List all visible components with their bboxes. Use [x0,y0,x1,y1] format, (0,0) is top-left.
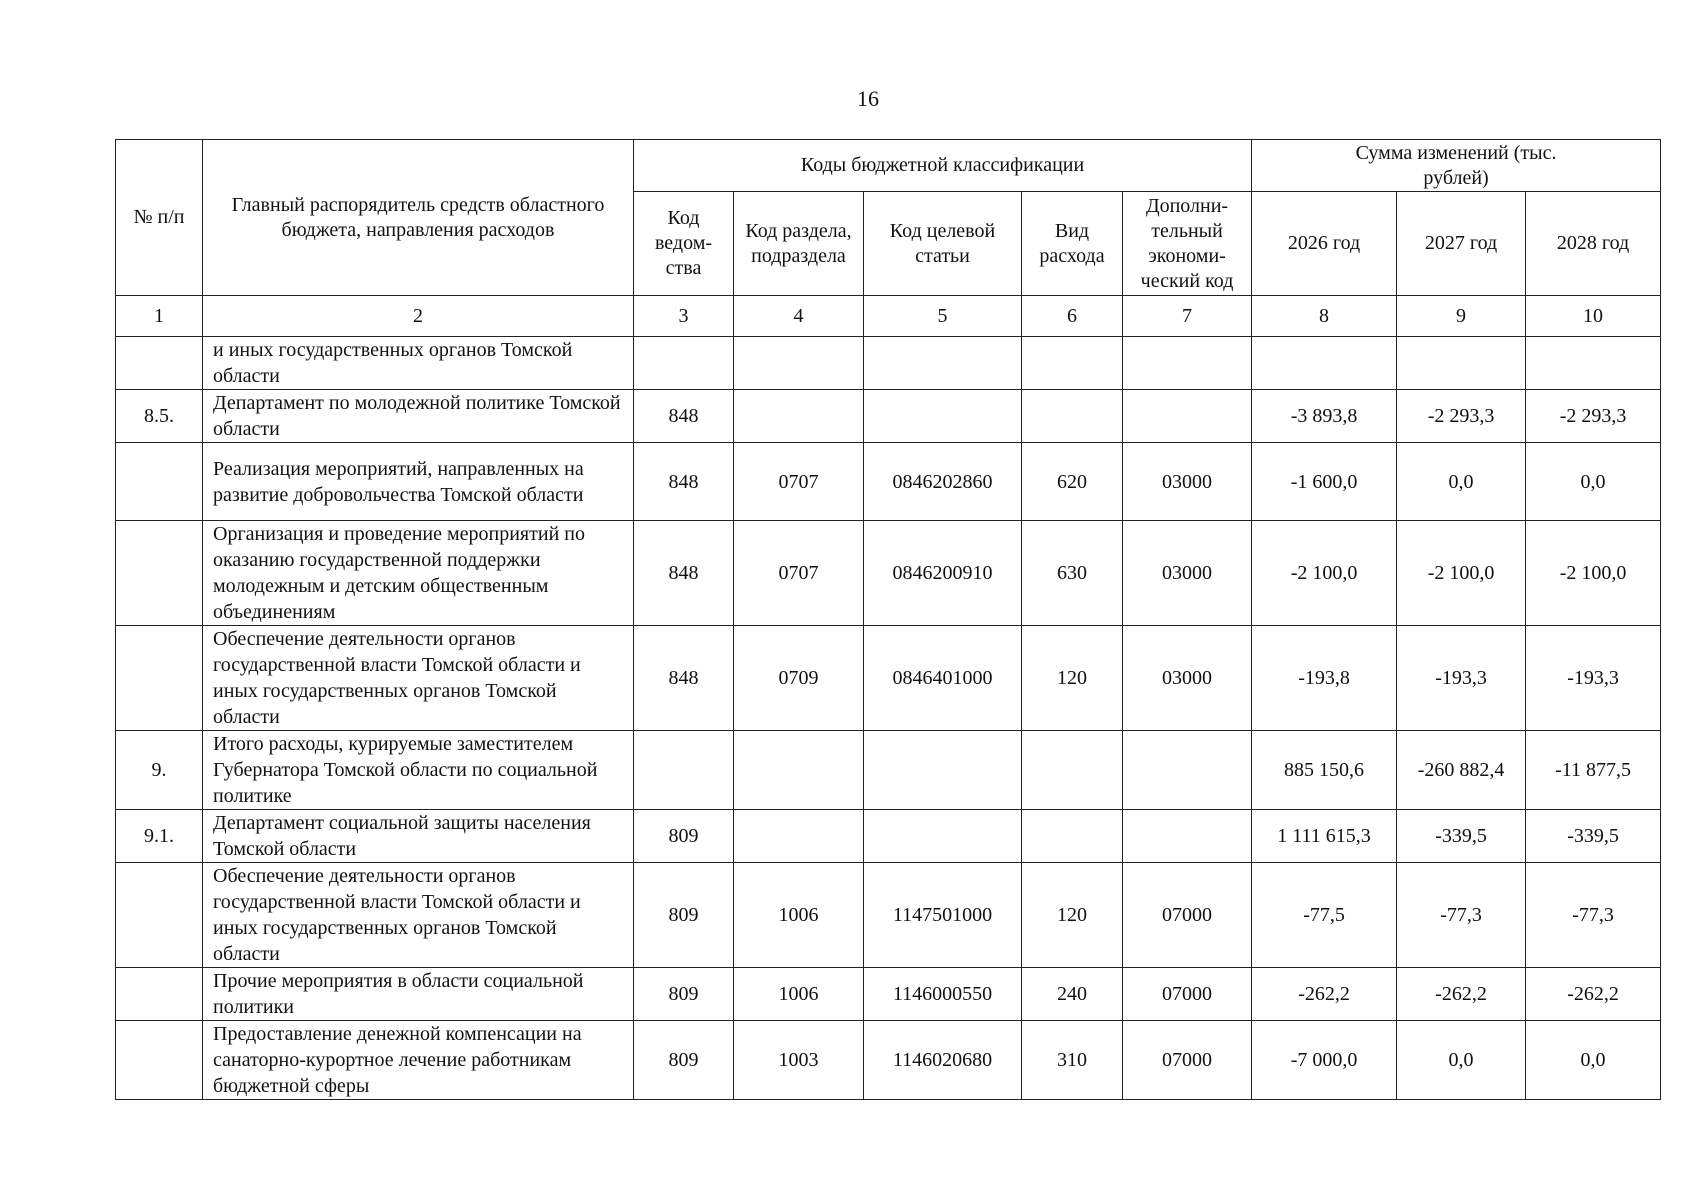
row-dept-code: 848 [634,390,734,443]
row-name: Предоставление денежной компенсации на санаторно-курортное лечение работникам бюджетной сферы [203,1021,634,1100]
row-value-2026: -193,8 [1252,626,1397,731]
row-dept-code [634,337,734,390]
row-target-code: 1146020680 [864,1021,1022,1100]
row-value-2027: -262,2 [1397,968,1526,1021]
row-section-code [734,337,864,390]
row-extra-code: 07000 [1123,968,1252,1021]
row-number [116,626,203,731]
row-value-2028 [1526,337,1661,390]
row-section-code [734,731,864,810]
row-extra-code: 07000 [1123,1021,1252,1100]
row-number [116,863,203,968]
row-name: Обеспечение деятельности органов государственной власти Томской области и иных государственных органов Томской области [203,626,634,731]
row-dept-code: 848 [634,626,734,731]
row-section-code: 0707 [734,443,864,521]
column-number: 3 [634,296,734,337]
row-value-2027: -77,3 [1397,863,1526,968]
column-number: 6 [1022,296,1123,337]
row-section-code [734,810,864,863]
row-number: 9. [116,731,203,810]
row-value-2027: 0,0 [1397,443,1526,521]
header-row-1 [116,140,1661,192]
row-value-2028: -2 100,0 [1526,521,1661,626]
header-distributor: Главный распорядитель средств областного бюджета, направления расходов [203,140,634,296]
column-number: 4 [734,296,864,337]
header-section-code: Код раздела, подраздела [734,192,864,296]
row-value-2028: -77,3 [1526,863,1661,968]
row-name: Прочие мероприятия в области социальной политики [203,968,634,1021]
column-number: 7 [1123,296,1252,337]
row-value-2027: -193,3 [1397,626,1526,731]
row-expense-type [1022,810,1123,863]
header-year-2027: 2027 год [1397,192,1526,296]
row-target-code: 0846401000 [864,626,1022,731]
row-value-2026: 885 150,6 [1252,731,1397,810]
row-value-2027: -260 882,4 [1397,731,1526,810]
row-section-code: 1006 [734,863,864,968]
table-row [116,968,1661,1021]
row-value-2027: 0,0 [1397,1021,1526,1100]
row-target-code: 0846200910 [864,521,1022,626]
row-target-code: 1146000550 [864,968,1022,1021]
row-value-2026: 1 111 615,3 [1252,810,1397,863]
column-number: 8 [1252,296,1397,337]
table-row [116,731,1661,810]
row-dept-code: 809 [634,1021,734,1100]
header-expense-type: Вид расхода [1022,192,1123,296]
row-number: 8.5. [116,390,203,443]
row-extra-code: 03000 [1123,521,1252,626]
column-number: 2 [203,296,634,337]
row-number: 9.1. [116,810,203,863]
column-number: 5 [864,296,1022,337]
row-expense-type [1022,337,1123,390]
table-row [116,337,1661,390]
row-value-2026: -3 893,8 [1252,390,1397,443]
row-number [116,521,203,626]
row-section-code: 1003 [734,1021,864,1100]
row-value-2028: 0,0 [1526,1021,1661,1100]
row-number [116,337,203,390]
row-extra-code: 03000 [1123,626,1252,731]
table-row [116,810,1661,863]
header-year-2026: 2026 год [1252,192,1397,296]
row-value-2028: -11 877,5 [1526,731,1661,810]
row-number [116,443,203,521]
row-dept-code: 809 [634,863,734,968]
column-number: 9 [1397,296,1526,337]
row-name: Итого расходы, курируемые заместителем Губернатора Томской области по социальной политике [203,731,634,810]
row-target-code: 1147501000 [864,863,1022,968]
row-name: Департамент по молодежной политике Томской области [203,390,634,443]
row-extra-code [1123,731,1252,810]
table-row [116,863,1661,968]
row-value-2028: -339,5 [1526,810,1661,863]
row-dept-code [634,731,734,810]
row-value-2028: 0,0 [1526,443,1661,521]
row-value-2026: -2 100,0 [1252,521,1397,626]
header-codes-group: Коды бюджетной классификации [634,140,1252,192]
row-section-code: 0709 [734,626,864,731]
row-extra-code: 03000 [1123,443,1252,521]
row-value-2026: -262,2 [1252,968,1397,1021]
row-expense-type: 310 [1022,1021,1123,1100]
row-expense-type: 630 [1022,521,1123,626]
row-number [116,968,203,1021]
row-dept-code: 848 [634,443,734,521]
header-sum-group: Сумма изменений (тыс. рублей) [1252,140,1661,192]
row-extra-code [1123,390,1252,443]
row-expense-type: 240 [1022,968,1123,1021]
row-dept-code: 809 [634,968,734,1021]
row-target-code [864,810,1022,863]
row-name: Организация и проведение мероприятий по оказанию государственной поддержки молодежным и детским общественным объединениям [203,521,634,626]
row-value-2028: -2 293,3 [1526,390,1661,443]
table-body [116,337,1661,1100]
header-year-2028: 2028 год [1526,192,1661,296]
header-num: № п/п [116,140,203,296]
row-number [116,1021,203,1100]
table-row [116,1021,1661,1100]
row-target-code [864,390,1022,443]
row-value-2027: -2 293,3 [1397,390,1526,443]
row-dept-code: 809 [634,810,734,863]
column-number-row [116,296,1661,337]
table-row [116,521,1661,626]
row-name: Департамент социальной защиты населения Томской области [203,810,634,863]
row-target-code [864,731,1022,810]
row-extra-code [1123,810,1252,863]
row-expense-type: 620 [1022,443,1123,521]
row-section-code: 1006 [734,968,864,1021]
header-dept-code: Код ведом-ства [634,192,734,296]
row-section-code: 0707 [734,521,864,626]
row-value-2026: -77,5 [1252,863,1397,968]
column-number: 10 [1526,296,1661,337]
row-section-code [734,390,864,443]
row-value-2027: -2 100,0 [1397,521,1526,626]
row-value-2027: -339,5 [1397,810,1526,863]
page-number: 16 [857,86,879,111]
table-row [116,443,1661,521]
row-expense-type [1022,390,1123,443]
row-expense-type [1022,731,1123,810]
row-value-2026: -1 600,0 [1252,443,1397,521]
table-row [116,626,1661,731]
row-name: Обеспечение деятельности органов государственной власти Томской области и иных государственных органов Томской области [203,863,634,968]
row-target-code [864,337,1022,390]
row-value-2028: -262,2 [1526,968,1661,1021]
row-extra-code [1123,337,1252,390]
table-row [116,390,1661,443]
row-expense-type: 120 [1022,863,1123,968]
row-expense-type: 120 [1022,626,1123,731]
row-name: Реализация мероприятий, направленных на развитие добровольчества Томской области [203,443,634,521]
row-target-code: 0846202860 [864,443,1022,521]
row-value-2026: -7 000,0 [1252,1021,1397,1100]
budget-changes-table [115,139,1661,1100]
row-extra-code: 07000 [1123,863,1252,968]
row-dept-code: 848 [634,521,734,626]
row-value-2028: -193,3 [1526,626,1661,731]
header-extra-code: Дополни-тельный экономи-ческий код [1123,192,1252,296]
row-value-2026 [1252,337,1397,390]
row-value-2027 [1397,337,1526,390]
column-number: 1 [116,296,203,337]
row-name: и иных государственных органов Томской области [203,337,634,390]
header-target-code: Код целевой статьи [864,192,1022,296]
